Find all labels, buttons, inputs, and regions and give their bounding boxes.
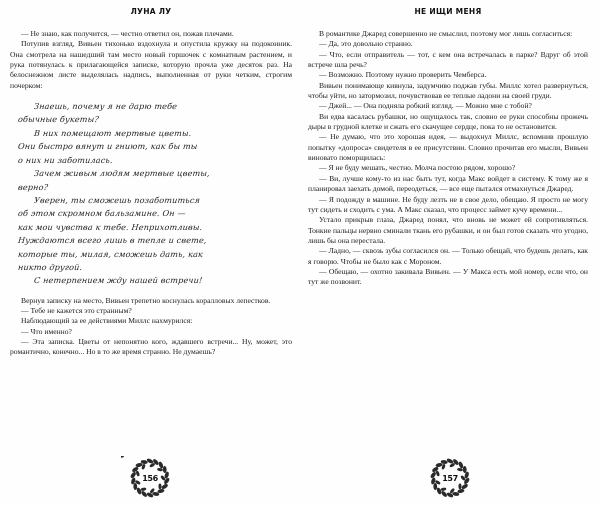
- note-line: Они быстро вянут и гниют, как бы ты: [17, 141, 199, 152]
- page-number: 156: [142, 473, 158, 483]
- paragraph: — Эта записка. Цветы от непонятно кого, ждавшего встречи... Ну, может, это романтично, конечно... Но в то же время странно. Не думаешь?: [10, 337, 292, 357]
- right-page-body: [308, 29, 588, 288]
- note-line: Нуждаются всего лишь в тепле и свете,: [17, 235, 208, 246]
- note-line: никто другой.: [17, 261, 83, 272]
- paragraph: — Обещаю, — охотно закивала Вивьен. — У Макса есть мой номер, если что, он тут же позвонит.: [308, 266, 588, 287]
- right-page-running-head: НЕ ИЩИ МЕНЯ: [414, 7, 482, 16]
- paragraph: — Возможно. Поэтому нужно проверить Чемберса.: [319, 70, 487, 80]
- paragraph: Устало прикрыв глаза, Джаред понял, что вновь не может ей сопротивляться. Тонкие пальцы нервно сминали ткань его рубашки, и он был готов сказать что угодно, лишь бы она перестала.: [308, 215, 588, 245]
- left-page-footer: [0, 456, 300, 500]
- note-line: верно?: [17, 181, 49, 192]
- note-line: Зачем живым людям мертвые цветы,: [33, 168, 211, 179]
- wreath-ornament-icon: [121, 456, 179, 500]
- note-line: Уверен, ты сможешь позаботиться: [33, 194, 201, 205]
- note-line: Знаешь, почему я не дарю тебе: [33, 101, 178, 112]
- right-page: [300, 0, 600, 506]
- left-page-body-bottom: [10, 296, 292, 358]
- paragraph: — Я не буду мешать, честно. Молча постою рядом, хорошо?: [319, 163, 516, 173]
- paragraph: — Я подожду в машине. Не буду лезть не в свое дело, обещаю. Я просто не могу тут сидеть и сходить с ума. А Макс сказал, что процесс займет кучу времени...: [308, 194, 588, 214]
- note-line: как мои чувства к тебе. Неприхотливы.: [17, 221, 203, 232]
- note-line: обычные букеты?: [17, 114, 100, 125]
- page-number: 157: [442, 473, 458, 483]
- paragraph: — Не думаю, что это хорошая идея, — выдохнул Миллс, вспомнив прошлую попытку «допроса» свидетеля в ее присутствии. Словно прочитав его мысли, Вивьен виновато поморщилась:: [308, 132, 588, 163]
- paragraph: — Не знаю, как получится, — честно ответил он, пожав плечами.: [21, 29, 234, 38]
- paragraph: Ви едва касалась рубашки, но ощущалось так, словно ее руки способны прожечь дыры в грудной клетке и сжать его скачущее сердце, пока то не остановится.: [308, 111, 588, 132]
- paragraph: Наблюдающий за ее действиями Миллс нахмурился:: [21, 316, 193, 326]
- right-page-footer: [300, 456, 600, 500]
- left-page-body-top: [10, 29, 292, 91]
- handwritten-note: [10, 100, 292, 288]
- note-line: В них помещают мертвые цветы.: [33, 127, 193, 138]
- note-line: С нетерпением жду нашей встречи!: [33, 275, 203, 286]
- paragraph: — Ладно, — сквозь зубы согласился он. — Только обещай, что будешь делать, как я говорю. Чтобы не было как с Мороном.: [308, 246, 588, 266]
- paragraph: Вернув записку на место, Вивьен трепетно коснулась коралловых лепестков.: [21, 295, 271, 305]
- paragraph: — Джей... — Она подняла робкий взгляд. — Можно мне с тобой?: [319, 101, 532, 111]
- note-line: о них ни заботилась.: [17, 154, 114, 165]
- wreath-ornament-icon: [421, 456, 479, 500]
- paragraph: — Да, это довольно странно.: [319, 39, 413, 49]
- note-line: которые ты, милая, сможешь дать, как: [17, 248, 204, 259]
- paragraph: Вивьен понимающе кивнула, задумчиво поджав губы. Миллс хотел развернуться, чтобы уйти, но затормозил, почувствовав ее теплые ладони на своей груди.: [308, 80, 588, 101]
- paragraph: В романтике Джаред совершенно не смыслил, поэтому мог лишь согласиться:: [319, 29, 573, 38]
- paragraph: — Тебе не кажется это странным?: [21, 306, 132, 316]
- paragraph: — Ви, лучше кому-то из нас быть тут, когда Макс войдет в систему. К тому же я планировал заехать домой, переодеться, — все еще пытался отмахнуться Джаред.: [308, 173, 588, 194]
- note-line: об этом скромном бальзамине. Он —: [17, 208, 187, 219]
- paragraph: — Что, если отправитель — тот, с кем она встречалась в парке? Вдруг об этой встрече шла речь?: [308, 49, 588, 70]
- left-page-running-head: ЛУНА ЛУ: [130, 7, 172, 16]
- paragraph: Потупив взгляд, Вивьен тихонько вздохнула и опустила кружку на подоконник. Она смотрела на нашедший там место новый горшочек с комнатным растением, и рука потянулась к прилагающейся записке, которую прочла уже десяток раз. На белоснежном листе выделялась надпись, выполненная от руки четким, строгим почерком:: [10, 39, 292, 90]
- paragraph: — Что именно?: [21, 326, 72, 336]
